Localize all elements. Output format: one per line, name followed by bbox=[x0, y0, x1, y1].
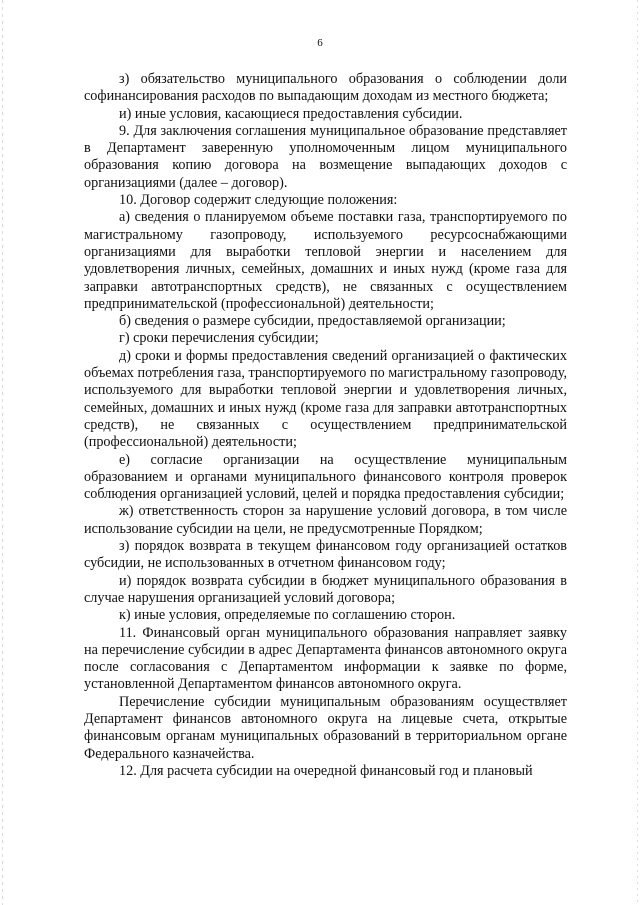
paragraph-10a: а) сведения о планируемом объеме поставки газа, транспортируемого по магистральному газопроводу, используемого ресурсоснабжающими организациями для выработки тепловой энергии и населением для удовлетворения личных, семейных, домашних и иных нужд (кроме газа для заправки автотранспортных средств), не связанных с осуществлением предпринимательской (профессиональной) деятельности; bbox=[84, 209, 567, 312]
paragraph-10i: и) порядок возврата субсидии в бюджет муниципального образования в случае нарушения организацией условий договора; bbox=[84, 572, 567, 606]
paragraph-10k: к) иные условия, определяемые по соглашению сторон. bbox=[119, 607, 456, 624]
paragraph-10: 10. Договор содержит следующие положения: bbox=[119, 192, 398, 209]
paragraph-3i-other-conditions: и) иные условия, касающиеся предоставления субсидии. bbox=[119, 105, 463, 122]
page-number: 6 bbox=[317, 37, 323, 49]
paragraph-10zh: ж) ответственность сторон за нарушение условий договора, в том числе использование субсидии на цели, не предусмотренные Порядком; bbox=[84, 503, 567, 537]
paragraph-11: 11. Финансовый орган муниципального образования направляет заявку на перечисление субсидии в адрес Департамента финансов автономного округа после согласования с Департаментом информации к заявке по форме, установленной Департаментом финансов автономного округа. bbox=[84, 624, 567, 693]
paragraph-10d: д) сроки и формы предоставления сведений организацией о фактических объемах потребления газа, транспортируемого по магистральному газопроводу, используемого для выработки тепловой энергии и удовлетворения личных, семейных, домашних и иных нужд (кроме газа для заправки автотранспортных средств), не связанных с осуществлением предпринимательской (профессиональной) деятельности; bbox=[84, 347, 567, 451]
paragraph-10z: з) порядок возврата в текущем финансовом году организацией остатков субсидии, не использованных в отчетном финансовом году; bbox=[84, 538, 567, 572]
paragraph-10e: е) согласие организации на осуществление муниципальным образованием и органами муниципального финансового контроля проверок соблюдения организацией условий, целей и порядка предоставления субсидии; bbox=[84, 451, 567, 503]
paragraph-3z-co-financing: з) обязательство муниципального образования о соблюдении доли софинансирования расходов по выпадающим доходам из местного бюджета; bbox=[84, 71, 567, 105]
paragraph-12: 12. Для расчета субсидии на очередной финансовый год и плановый bbox=[119, 762, 533, 779]
paragraph-10b: б) сведения о размере субсидии, предоставляемой организации; bbox=[119, 313, 506, 330]
paragraph-9: 9. Для заключения соглашения муниципальное образование представляет в Департамент заверенную уполномоченным лицом муниципального образования копию договора на возмещение выпадающих доходов с организациями (далее – договор). bbox=[84, 122, 567, 191]
document-body bbox=[84, 71, 567, 780]
scan-edge-right bbox=[637, 0, 638, 905]
paragraph-10g: г) сроки перечисления субсидии; bbox=[119, 330, 319, 347]
scan-edge-left bbox=[2, 0, 3, 905]
paragraph-11-transfer: Перечисление субсидии муниципальным образованиям осуществляет Департамент финансов автономного округа на лицевые счета, открытые финансовым органам муниципальных образований в территориальном органе Федерального казначейства. bbox=[84, 693, 567, 762]
